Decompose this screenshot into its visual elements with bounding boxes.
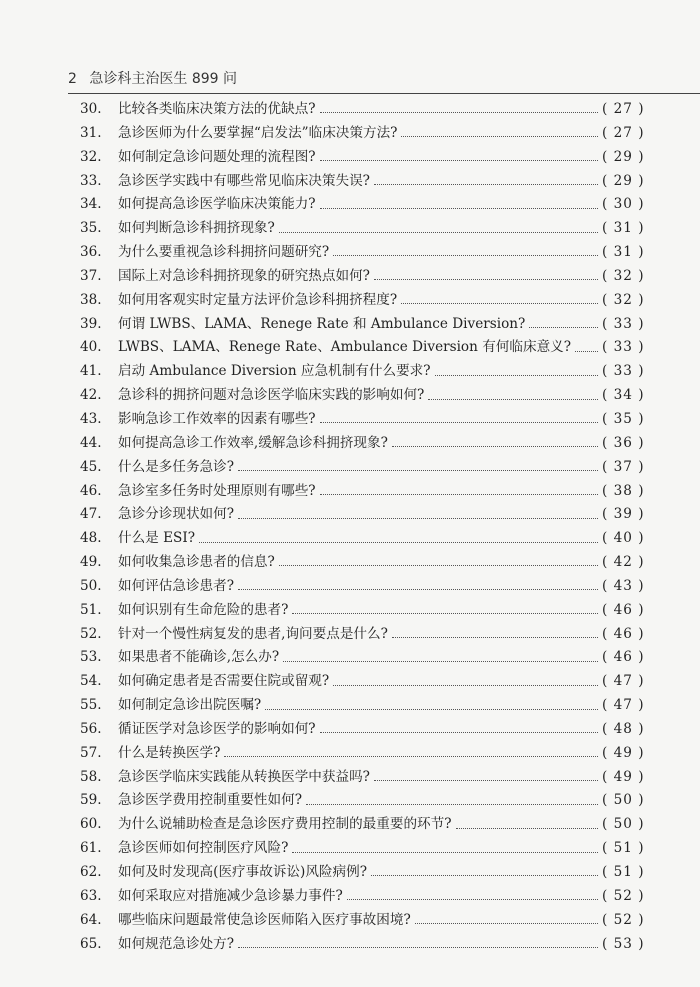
dot-leader <box>292 852 598 853</box>
toc-entry <box>68 670 644 694</box>
toc-entry-title: 急诊室多任务时处理原则有哪些? <box>118 482 316 499</box>
toc-entry-number: 53. <box>80 649 102 666</box>
toc-entry-title: 如果患者不能确诊,怎么办? <box>118 649 280 666</box>
toc-entry <box>68 623 644 647</box>
dot-leader <box>401 303 598 304</box>
toc-entry <box>68 98 644 122</box>
dot-leader <box>333 255 598 256</box>
toc-entry-title: 如何评估急诊患者? <box>118 577 235 594</box>
toc-entry-page: ( 29 ) <box>602 172 645 189</box>
toc-entry-title: 哪些临床问题最常使急诊医师陷入医疗事故困境? <box>118 911 411 928</box>
toc-entry-number: 56. <box>80 720 102 737</box>
toc-entry-number: 58. <box>80 768 102 785</box>
toc-entry-number: 31. <box>80 124 102 141</box>
toc-entry <box>68 241 644 265</box>
toc-entry-number: 51. <box>80 601 102 618</box>
dot-leader <box>283 661 598 662</box>
dot-leader <box>456 828 598 829</box>
toc-entry-page: ( 35 ) <box>602 410 645 427</box>
toc-entry-page: ( 33 ) <box>602 339 645 356</box>
toc-entry-number: 41. <box>80 363 102 380</box>
toc-entry-number: 59. <box>80 792 102 809</box>
dot-leader <box>238 589 598 590</box>
header-rule <box>68 93 700 94</box>
toc-entry-page: ( 33 ) <box>602 363 645 380</box>
dot-leader <box>306 804 598 805</box>
toc-entry-number: 52. <box>80 625 102 642</box>
dot-leader <box>238 947 598 948</box>
dot-leader <box>529 327 598 328</box>
toc-entry-title: 启动 Ambulance Diversion 应急机制有什么要求? <box>118 363 431 380</box>
toc-entry <box>68 527 644 551</box>
toc-entry-number: 46. <box>80 482 102 499</box>
toc-entry-number: 40. <box>80 339 102 356</box>
toc-entry <box>68 480 644 504</box>
toc-entry-title: 如何规范急诊处方? <box>118 935 235 952</box>
toc-entry-number: 30. <box>80 101 102 117</box>
toc-entry-page: ( 49 ) <box>602 744 645 761</box>
toc-entry-page: ( 31 ) <box>602 220 645 237</box>
toc-entry <box>68 766 644 790</box>
toc-entry-title: 为什么说辅助检查是急诊医疗费用控制的最重要的环节? <box>118 816 452 833</box>
toc-entry <box>68 718 644 742</box>
dot-leader <box>279 232 598 233</box>
toc-entry-page: ( 30 ) <box>602 196 645 213</box>
toc-entry-number: 64. <box>80 911 102 928</box>
toc-entry <box>68 360 644 384</box>
toc-entry <box>68 432 644 456</box>
toc-entry-title: 急诊科的拥挤问题对急诊医学临床实践的影响如何? <box>118 387 425 404</box>
running-header <box>68 68 700 88</box>
toc-entry <box>68 336 644 360</box>
toc-entry-number: 37. <box>80 267 102 284</box>
toc-entry-number: 32. <box>80 148 102 165</box>
toc-entry-number: 35. <box>80 220 102 237</box>
toc-entry-number: 45. <box>80 458 102 475</box>
dot-leader <box>374 780 598 781</box>
dot-leader <box>279 565 598 566</box>
dot-leader <box>320 160 598 161</box>
toc-entry <box>68 599 644 623</box>
toc-entry-number: 60. <box>80 816 102 833</box>
toc-entry <box>68 813 644 837</box>
toc-entry-title: 如何提高急诊医学临床决策能力? <box>118 196 316 213</box>
toc-entry-number: 42. <box>80 387 102 404</box>
toc-entry-number: 55. <box>80 697 102 714</box>
toc-entry <box>68 575 644 599</box>
dot-leader <box>333 685 598 686</box>
toc-entry <box>68 265 644 289</box>
toc-entry <box>68 289 644 313</box>
toc-entry-title: 如何收集急诊患者的信息? <box>118 554 275 571</box>
toc-entry-title: 影响急诊工作效率的因素有哪些? <box>118 410 316 427</box>
dot-leader <box>374 184 598 185</box>
dot-leader <box>238 470 598 471</box>
toc-entry-title: 什么是转换医学? <box>118 744 221 761</box>
toc-entry <box>68 861 644 885</box>
toc-entry-page: ( 27 ) <box>602 101 645 117</box>
toc-entry-page: ( 47 ) <box>602 697 645 714</box>
toc-entry-title: 如何识别有生命危险的患者? <box>118 601 289 618</box>
toc-entry-title: 急诊医师为什么要掌握“启发法”临床决策方法? <box>118 124 398 141</box>
toc-entry-title: 如何及时发现高(医疗事故诉讼)风险病例? <box>118 864 367 880</box>
toc-entry <box>68 551 644 575</box>
toc-entry-page: ( 46 ) <box>602 649 645 666</box>
toc-entry-number: 57. <box>80 744 102 761</box>
toc-entry-title: 国际上对急诊科拥挤现象的研究热点如何? <box>118 267 370 284</box>
dot-leader <box>320 732 598 733</box>
toc-entry-page: ( 52 ) <box>602 887 645 904</box>
toc-entry-page: ( 32 ) <box>602 291 645 308</box>
toc-entry <box>68 933 644 957</box>
toc-entry <box>68 694 644 718</box>
toc-entry <box>68 456 644 480</box>
dot-leader <box>401 136 598 137</box>
toc-entry-number: 48. <box>80 530 102 547</box>
toc-entry-title: 急诊医学费用控制重要性如何? <box>118 792 303 809</box>
toc-entry-page: ( 47 ) <box>602 673 645 690</box>
toc-entry-title: 比较各类临床决策方法的优缺点? <box>118 101 316 117</box>
toc-entry <box>68 193 644 217</box>
page-number: 2 <box>68 71 77 87</box>
dot-leader <box>392 446 598 447</box>
toc-entry <box>68 384 644 408</box>
toc-entry <box>68 146 644 170</box>
toc-entry-number: 33. <box>80 172 102 189</box>
toc-entry <box>68 646 644 670</box>
toc-entry-number: 34. <box>80 196 102 213</box>
dot-leader <box>320 422 598 423</box>
dot-leader <box>347 899 598 900</box>
toc-entry-title: 为什么要重视急诊科拥挤问题研究? <box>118 244 330 261</box>
toc-entry-title: 如何判断急诊科拥挤现象? <box>118 220 275 237</box>
toc-entry-number: 54. <box>80 673 102 690</box>
toc-entry-title: 急诊分诊现状如何? <box>118 506 235 523</box>
dot-leader <box>320 208 598 209</box>
toc-entry-title: 何谓 LWBS、LAMA、Renege Rate 和 Ambulance Diversion? <box>118 315 526 332</box>
toc-entry-number: 38. <box>80 291 102 308</box>
toc-entry-number: 49. <box>80 554 102 571</box>
dot-leader <box>415 923 598 924</box>
toc-entry-page: ( 38 ) <box>602 482 645 499</box>
toc-entry-page: ( 48 ) <box>602 720 645 737</box>
dot-leader <box>392 637 598 638</box>
toc-entry-page: ( 46 ) <box>602 601 645 618</box>
toc-entry-title: 如何制定急诊问题处理的流程图? <box>118 148 316 165</box>
toc-entry-title: 什么是 ESI? <box>118 530 195 547</box>
dot-leader <box>374 279 598 280</box>
toc-entry-page: ( 32 ) <box>602 267 645 284</box>
toc-entry-title: 如何提高急诊工作效率,缓解急诊科拥挤现象? <box>118 434 388 451</box>
dot-leader <box>265 709 598 710</box>
toc-entry-number: 47. <box>80 506 102 523</box>
toc-entry-title: 如何确定患者是否需要住院或留观? <box>118 673 330 690</box>
toc-entry-number: 65. <box>80 935 102 952</box>
dot-leader <box>428 399 598 400</box>
toc-entry-title: 如何采取应对措施减少急诊暴力事件? <box>118 887 343 904</box>
toc-entry-page: ( 33 ) <box>602 315 645 332</box>
toc-entry-page: ( 40 ) <box>602 530 645 547</box>
toc-entry-number: 61. <box>80 840 102 857</box>
toc-entry <box>68 742 644 766</box>
toc-entry-number: 44. <box>80 434 102 451</box>
toc-entry-number: 63. <box>80 887 102 904</box>
toc-entry <box>68 217 644 241</box>
toc-entry-page: ( 36 ) <box>602 434 645 451</box>
toc-entry-title: LWBS、LAMA、Renege Rate、Ambulance Diversion 有何临床意义? <box>118 339 572 356</box>
toc-entry <box>68 170 644 194</box>
toc-entry <box>68 789 644 813</box>
toc-entry-page: ( 31 ) <box>602 244 645 261</box>
toc-entry-page: ( 43 ) <box>602 577 645 594</box>
table-of-contents <box>68 98 644 956</box>
toc-entry-title: 什么是多任务急诊? <box>118 458 235 475</box>
toc-entry-page: ( 52 ) <box>602 911 645 928</box>
toc-entry-number: 50. <box>80 577 102 594</box>
toc-entry <box>68 503 644 527</box>
toc-entry-number: 43. <box>80 410 102 427</box>
dot-leader <box>320 112 598 113</box>
toc-entry-title: 循证医学对急诊医学的影响如何? <box>118 720 316 737</box>
toc-entry-page: ( 50 ) <box>602 816 645 833</box>
toc-entry-page: ( 34 ) <box>602 387 645 404</box>
toc-entry-page: ( 29 ) <box>602 148 645 165</box>
dot-leader <box>224 756 598 757</box>
toc-entry-page: ( 51 ) <box>602 840 645 857</box>
toc-entry <box>68 408 644 432</box>
toc-entry-page: ( 42 ) <box>602 554 645 571</box>
dot-leader <box>435 375 598 376</box>
dot-leader <box>238 518 598 519</box>
toc-entry-title: 急诊医学临床实践能从转换医学中获益吗? <box>118 768 370 785</box>
dot-leader <box>371 875 598 876</box>
toc-entry <box>68 122 644 146</box>
toc-entry-page: ( 37 ) <box>602 458 645 475</box>
toc-entry-page: ( 46 ) <box>602 625 645 642</box>
toc-entry-page: ( 49 ) <box>602 768 645 785</box>
toc-entry-title: 急诊医学实践中有哪些常见临床决策失误? <box>118 172 370 189</box>
toc-entry-page: ( 51 ) <box>602 864 645 880</box>
toc-entry <box>68 885 644 909</box>
toc-entry-number: 39. <box>80 315 102 332</box>
dot-leader <box>199 542 598 543</box>
dot-leader <box>292 613 598 614</box>
toc-entry-page: ( 53 ) <box>602 935 645 952</box>
toc-entry-page: ( 27 ) <box>602 124 645 141</box>
dot-leader <box>575 351 598 352</box>
toc-entry-page: ( 39 ) <box>602 506 645 523</box>
toc-entry-title: 如何用客观实时定量方法评价急诊科拥挤程度? <box>118 291 398 308</box>
toc-entry <box>68 837 644 861</box>
toc-entry-number: 62. <box>80 864 102 880</box>
toc-entry <box>68 909 644 933</box>
toc-entry-title: 针对一个慢性病复发的患者,询问要点是什么? <box>118 625 388 642</box>
toc-entry-number: 36. <box>80 244 102 261</box>
toc-entry-title: 如何制定急诊出院医嘱? <box>118 697 262 714</box>
dot-leader <box>320 494 598 495</box>
toc-entry-page: ( 50 ) <box>602 792 645 809</box>
book-title: 急诊科主治医生 899 问 <box>89 71 237 87</box>
toc-entry <box>68 313 644 337</box>
toc-entry-title: 急诊医师如何控制医疗风险? <box>118 840 289 857</box>
